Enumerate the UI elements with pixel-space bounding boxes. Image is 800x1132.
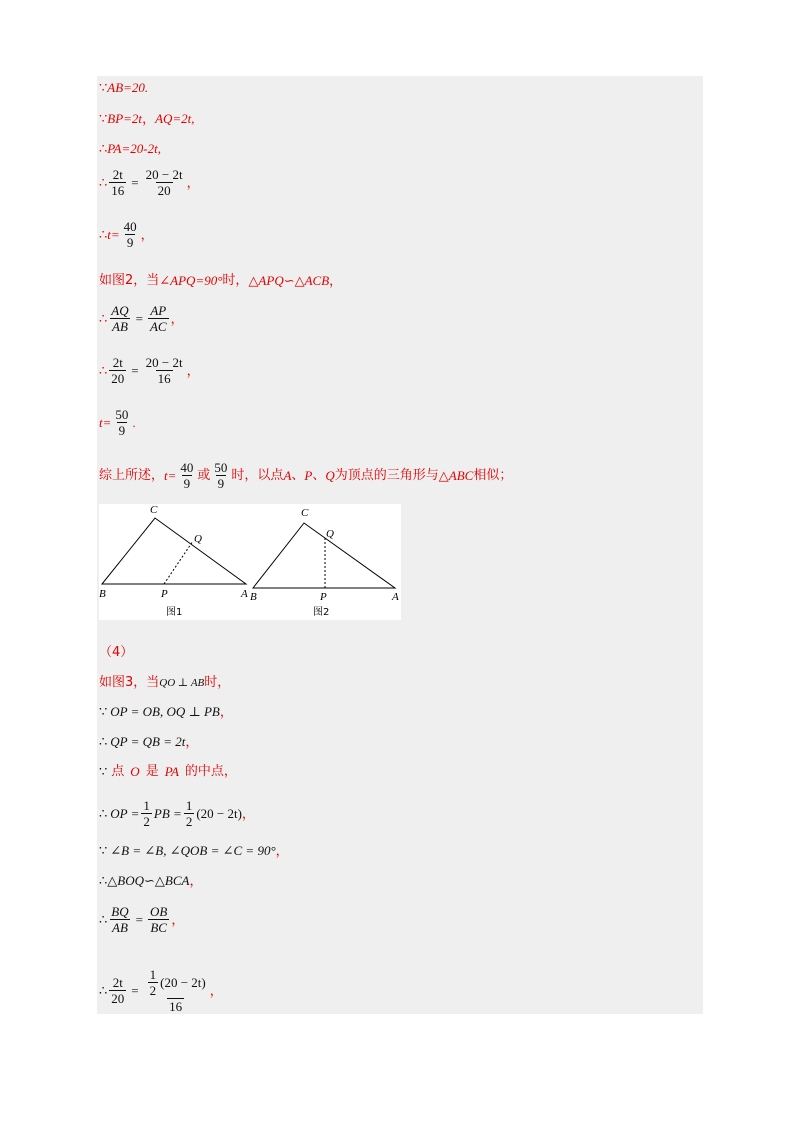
aq-expr: AQ=2t	[155, 111, 192, 126]
summary-text: 为顶点的三角形与	[334, 467, 439, 483]
therefore-symbol: ∴	[99, 226, 108, 242]
numerator: 2t	[112, 975, 123, 990]
equals-sign: =	[135, 310, 143, 326]
numerator: 1	[143, 798, 150, 813]
when-text: 时，	[204, 675, 231, 690]
numerator: 40	[180, 460, 194, 475]
denominator: AC	[149, 319, 167, 334]
label-q: Q	[326, 528, 334, 540]
numerator: 50	[115, 407, 129, 422]
line-qp-qb	[99, 734, 198, 750]
therefore-symbol: ∴	[99, 911, 108, 927]
line-op-ob	[99, 704, 233, 720]
midpoint-text: 的中点，	[184, 764, 237, 779]
line-summary	[99, 461, 512, 490]
fraction	[109, 168, 126, 197]
fraction	[113, 408, 130, 437]
fraction-half	[184, 799, 195, 828]
fraction-half	[148, 968, 159, 997]
numerator: 20 − 2t	[145, 167, 183, 182]
punct: ，	[189, 873, 203, 888]
line-angles	[99, 843, 289, 859]
punct: ，	[186, 362, 200, 378]
numerator: 2t	[112, 167, 123, 182]
because-symbol: ∵	[99, 764, 108, 779]
part-number: （4）	[99, 645, 134, 660]
summary-text: 时，以点	[231, 467, 284, 483]
when-text: 时，	[222, 273, 249, 288]
case-text: 如图3，当	[99, 675, 160, 690]
denominator: 20	[111, 991, 125, 1006]
line-pa	[99, 141, 161, 157]
op-expr: OP =	[110, 805, 140, 821]
fraction	[109, 304, 130, 333]
bp-expr: BP=2t	[107, 111, 143, 126]
point-label: O	[130, 764, 140, 779]
denominator: 9	[183, 476, 191, 491]
pa-expr: PA=20-2t	[107, 141, 158, 156]
label-b: B	[250, 591, 257, 603]
therefore-symbol: ∴	[99, 873, 108, 888]
numerator: BQ	[111, 904, 129, 919]
therefore-symbol: ∴	[99, 734, 108, 749]
numerator: 40	[123, 219, 137, 234]
line-proportion-4	[99, 905, 184, 934]
denominator: 9	[126, 235, 134, 250]
line-midpoint	[99, 764, 237, 780]
caption-fig2: 图2	[313, 607, 330, 618]
line-text: AB=20.	[107, 80, 149, 95]
punct: ，	[140, 226, 154, 242]
label-p: P	[161, 588, 168, 600]
numerator: 2t	[112, 355, 123, 370]
t-equals: t=	[99, 414, 112, 430]
punct: ，	[170, 310, 184, 326]
case-text: 如图2，当	[99, 273, 160, 288]
equals-sign: =	[131, 174, 139, 190]
compound-numerator	[144, 968, 208, 998]
similarity-expr: △BOQ∽△BCA	[107, 873, 190, 888]
denominator: AB	[112, 920, 128, 935]
summary-text: 综上所述，	[99, 467, 165, 483]
punct: ，	[241, 805, 255, 821]
triangle-label: △ABC	[438, 467, 474, 483]
angle-expr: ∠APQ=90°	[159, 273, 223, 288]
summary-text: 相似；	[473, 467, 513, 483]
denominator: 16	[169, 999, 183, 1014]
denominator: 2	[143, 814, 150, 829]
point-label: Q	[325, 467, 335, 483]
punct: ，	[171, 911, 185, 927]
or-text: 或	[197, 467, 211, 483]
fraction	[144, 356, 185, 385]
denominator: 16	[157, 371, 171, 386]
numerator: AP	[150, 303, 167, 318]
denominator: 20	[111, 371, 125, 386]
paren-expr: (20 − 2t)	[196, 805, 242, 821]
line-op-half	[99, 799, 255, 828]
fraction	[148, 304, 169, 333]
separator: 、	[291, 467, 305, 483]
t-equals: t=	[107, 226, 120, 242]
punct: ,	[157, 141, 161, 156]
figures-image	[99, 504, 401, 620]
perpendicular-expr: QO ⊥ AB	[159, 677, 205, 689]
point-text: 点	[111, 764, 125, 779]
denominator: AB	[112, 319, 128, 334]
numerator: 50	[214, 460, 228, 475]
separator: 、	[312, 467, 326, 483]
fraction	[148, 905, 169, 934]
punct: ，	[329, 273, 343, 288]
t-equals: t=	[164, 467, 177, 483]
equals-sign: =	[135, 911, 143, 927]
angle-expr: ∠B = ∠B, ∠QOB = ∠C = 90°	[110, 843, 276, 858]
paren-expr: (20 − 2t)	[160, 975, 206, 990]
numerator: 1	[185, 798, 193, 813]
line-proportion-5	[99, 968, 223, 1013]
fraction	[109, 976, 126, 1005]
punct: .	[132, 414, 136, 430]
because-symbol: ∵	[99, 843, 108, 858]
punct: ，	[209, 982, 223, 998]
therefore-symbol: ∴	[99, 362, 108, 378]
therefore-symbol: ∴	[99, 805, 108, 821]
label-b: B	[99, 588, 106, 600]
denominator: BC	[150, 920, 167, 935]
fraction	[109, 356, 126, 385]
therefore-symbol: ∴	[99, 174, 108, 190]
label-c: C	[301, 507, 309, 519]
denominator: 20	[157, 183, 171, 198]
punct: ，	[186, 174, 200, 190]
numerator: 20 − 2t	[145, 355, 183, 370]
punct: ，	[185, 734, 199, 749]
point-label: P	[304, 467, 313, 483]
fraction	[212, 461, 229, 490]
numerator: 1	[149, 967, 157, 982]
label-p: P	[320, 591, 327, 603]
is-text: 是	[145, 764, 159, 779]
line-proportion-3	[99, 356, 200, 385]
separator: ，	[142, 111, 156, 126]
caption-fig1: 图1	[166, 607, 183, 618]
label-a: A	[392, 591, 399, 603]
fraction	[178, 461, 195, 490]
numerator: OB	[149, 904, 168, 919]
therefore-symbol: ∴	[99, 982, 108, 998]
equals-sign: =	[131, 982, 139, 998]
segment-label: PA	[164, 764, 179, 779]
line-t-40-9	[99, 220, 154, 249]
similarity-expr: △APQ∽△ACB	[248, 273, 330, 288]
equality-expr: QP = QB = 2t	[110, 734, 186, 749]
therefore-symbol: ∴	[99, 310, 108, 326]
punct: ，	[219, 704, 233, 719]
therefore-symbol: ∴	[99, 141, 108, 156]
line-ab-equals-20	[99, 80, 148, 96]
fraction-half	[141, 799, 152, 828]
condition-expr: OP = OB, OQ ⊥ PB	[110, 704, 220, 719]
label-a: A	[241, 588, 248, 600]
because-symbol: ∵	[99, 80, 108, 95]
denominator: 2	[149, 983, 157, 998]
denominator: 9	[217, 476, 225, 491]
line-proportion-1	[99, 168, 200, 197]
line-case-fig2	[99, 273, 342, 289]
pb-expr: PB =	[153, 805, 182, 821]
line-proportion-2	[99, 304, 184, 333]
equals-sign: =	[131, 362, 139, 378]
denominator: 9	[118, 423, 126, 438]
line-case-fig3	[99, 675, 230, 691]
point-label: A	[283, 467, 292, 483]
denominator: 16	[111, 183, 125, 198]
figure-1-bg	[99, 504, 249, 620]
punct: ,	[191, 111, 195, 126]
fraction	[122, 220, 139, 249]
fraction	[144, 168, 185, 197]
because-symbol: ∵	[99, 111, 108, 126]
denominator: 2	[185, 814, 193, 829]
label-q: Q	[194, 533, 202, 545]
compound-fraction	[144, 968, 208, 1013]
numerator: AQ	[111, 303, 129, 318]
fraction	[109, 905, 130, 934]
line-t-50-9	[99, 408, 136, 437]
punct: ，	[275, 843, 289, 858]
line-bp-aq	[99, 111, 195, 127]
line-similar	[99, 873, 202, 889]
label-c: C	[150, 504, 158, 516]
part-4-heading	[99, 645, 133, 661]
because-symbol: ∵	[99, 704, 108, 719]
